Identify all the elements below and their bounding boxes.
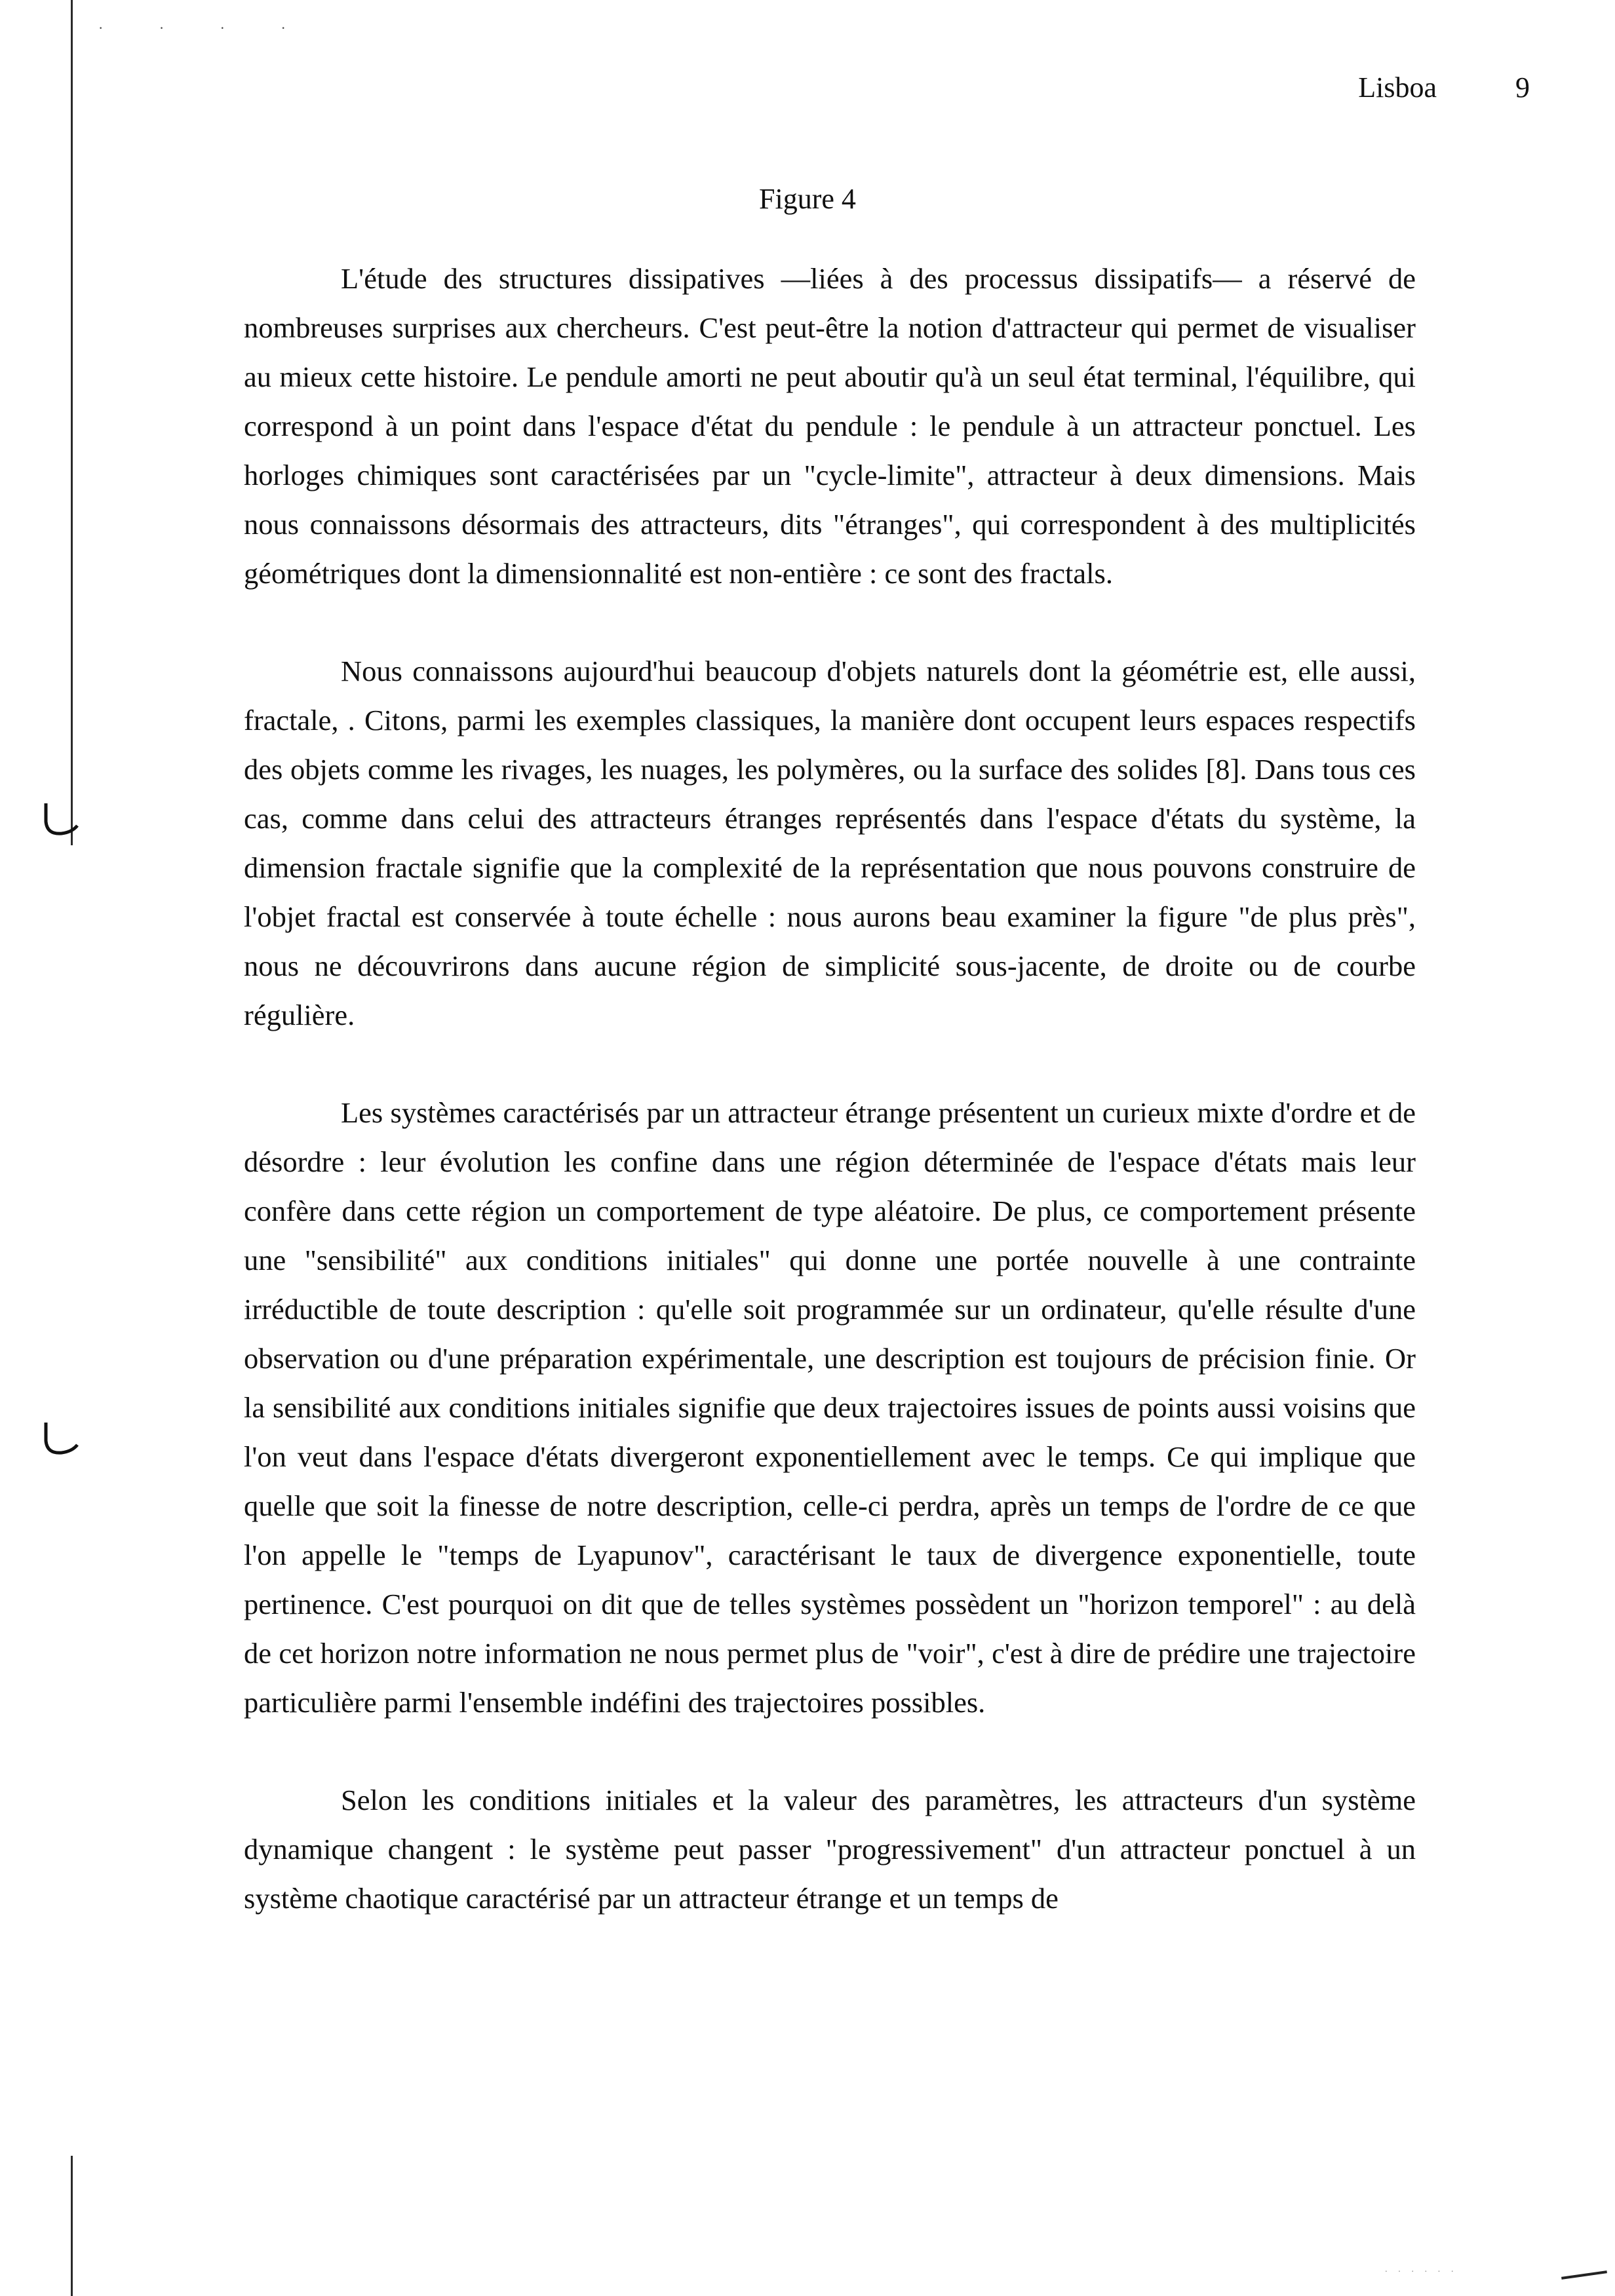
margin-rule-bottom [71,2156,73,2296]
scan-specks: · · · · [98,20,312,36]
header-title: Lisboa [1358,71,1437,104]
paragraph: Les systèmes caractérisés par un attracteur étrange présentent un curieux mixte d'ordre et de désordre : leur évolution les confine dans une région déterminée de l'espace d'états mais leur confère dans cette région un comportement de type aléatoire. De plus, ce comportement présente une "sensibilité" aux conditions initiales" qui donne une portée nouvelle à une contrainte irréductible de toute description : qu'elle soit programmée sur un ordinateur, qu'elle résulte d'une observation ou d'une préparation expérimentale, une description est toujours de précision finie. Or la sensibilité aux conditions initiales signifie que deux trajectoires issues de points aussi voisins que l'on veut dans l'espace d'états divergeront exponentiellement avec le temps. Ce qui implique que quelle que soit la finesse de notre description, celle-ci perdra, après un temps de l'ordre de ce que l'on appelle le "temps de Lyapunov", caractérisant le taux de divergence exponentielle, toute pertinence. C'est pourquoi on dit que de telles systèmes possèdent un "horizon temporel" : au delà de cet horizon notre information ne nous permet plus de "voir", c'est à dire de prédire une trajectoire particulière parmi l'ensemble indéfini des trajectoires possibles. [244,1096,1416,1719]
paragraph: Selon les conditions initiales et la valeur des paramètres, les attracteurs d'un système dynamique changent : le système peut passer "progressivement" d'un attracteur ponctuel à un système chaotique caractérisé par un attracteur étrange et un temps de [244,1784,1416,1915]
page-number: 9 [1515,71,1530,104]
margin-rule-top [71,0,73,845]
scan-specks-bottom: · · · · · · [1384,2267,1458,2277]
corner-pen-mark [1561,2270,1607,2280]
binding-hole-mark-icon [33,799,85,839]
running-header [1358,71,1530,104]
body-text [244,254,1416,1972]
paragraph: L'étude des structures dissipatives —liées à des processus dissipatifs— a réservé de nombreuses surprises aux chercheurs. C'est peut-être la notion d'attracteur qui permet de visualiser au mieux cette histoire. Le pendule amorti ne peut aboutir qu'à un seul état terminal, l'équilibre, qui correspond à un point dans l'espace d'état du pendule : le pendule à un attracteur ponctuel. Les horloges chimiques sont caractérisées par un "cycle-limite", attracteur à deux dimensions. Mais nous connaissons désormais des attracteurs, dits "étranges", qui correspondent à des multiplicités géométriques dont la dimensionnalité est non-entière : ce sont des fractals. [244,262,1416,590]
paragraph: Nous connaissons aujourd'hui beaucoup d'objets naturels dont la géométrie est, elle aussi, fractale, . Citons, parmi les exemples classiques, la manière dont occupent leurs espaces respectifs des objets comme les rivages, les nuages, les polymères, ou la surface des solides [8]. Dans tous ces cas, comme dans celui des attracteurs étranges représentés dans l'espace d'états du système, la dimension fractale signifie que la complexité de la représentation que nous pouvons construire de l'objet fractal est conservée à toute échelle : nous aurons beau examiner la figure "de plus près", nous ne découvrirons dans aucune région de simplicité sous-jacente, de droite ou de courbe régulière. [244,655,1416,1031]
binding-hole-mark-icon [33,1419,85,1458]
figure-caption: Figure 4 [759,183,856,215]
